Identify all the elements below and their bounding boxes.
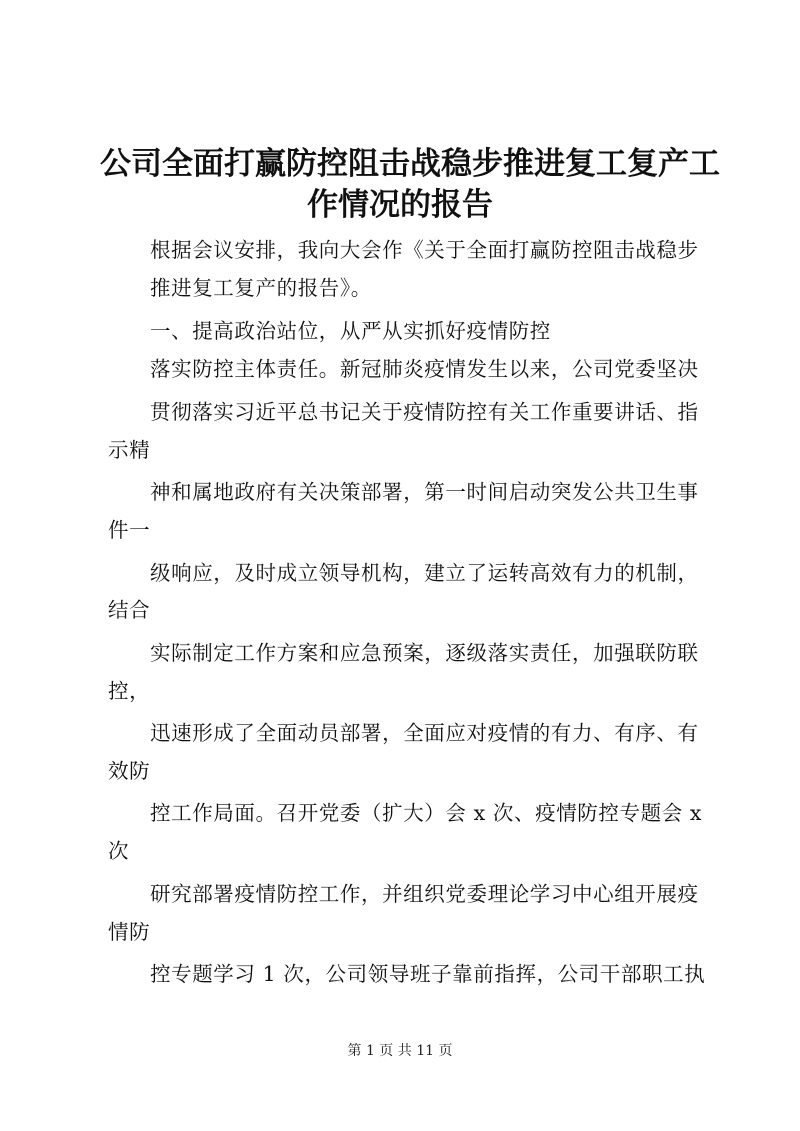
body-line: 神和属地政府有关决策部署，第一时间启动突发公共卫生事 (150, 480, 699, 504)
body-line: 效防 (108, 759, 151, 783)
body-line: 落实防控主体责任。新冠肺炎疫情发生以来，公司党委坚决 (150, 357, 699, 381)
body-line: 件一 (108, 518, 151, 542)
body-line: 控专题学习 1 次，公司领导班子靠前指挥，公司干部职工执 (150, 962, 706, 986)
body-line: 控， (108, 679, 151, 703)
body-line: 贯彻落实习近平总书记关于疫情防控有关工作重要讲话、指 (150, 400, 699, 424)
page-number-footer: 第 1 页 共 11 页 (347, 1043, 453, 1059)
body-line: 级响应，及时成立领导机构，建立了运转高效有力的机制， (150, 561, 699, 585)
body-line: 实际制定工作方案和应急预案，逐级落实责任，加强联防联 (150, 641, 699, 665)
body-line: 示精 (108, 438, 151, 462)
body-line: 控工作局面。召开党委（扩大）会 x 次、疫情防控专题会 x (150, 801, 703, 825)
body-line: 迅速形成了全面动员部署，全面应对疫情的有力、有序、有 (150, 721, 699, 745)
body-line: 推进复工复产的报告》。 (150, 276, 372, 300)
body-line: 结合 (108, 598, 151, 622)
body-line: 根据会议安排，我向大会作《关于全面打赢防控阻击战稳步 (150, 238, 699, 262)
body-line: 次 (108, 839, 130, 863)
document-title-line-1: 公司全面打赢防控阻击战稳步推进复工复产工 (100, 146, 720, 182)
body-line: 情防 (108, 920, 151, 944)
body-line: 研究部署疫情防控工作，并组织党委理论学习中心组开展疫 (150, 882, 699, 906)
document-title-line-2: 作情况的报告 (307, 187, 493, 223)
section-heading: 一、提高政治站位，从严从实抓好疫情防控 (150, 319, 551, 343)
